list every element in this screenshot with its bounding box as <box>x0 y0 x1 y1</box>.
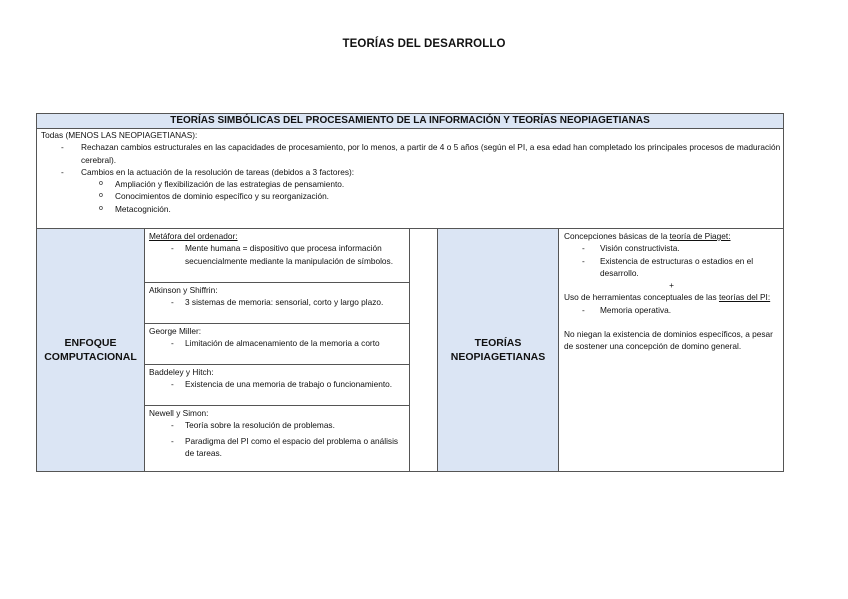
piaget-line <box>564 230 779 242</box>
authors-column <box>144 228 410 472</box>
dash-bullet: - <box>171 338 174 349</box>
circle-bullet: o <box>99 192 103 200</box>
piaget-line-underlined: teoría de Piaget: <box>669 231 731 241</box>
intro-subitem-text: Conocimientos de dominio específico y su reorganización. <box>115 191 329 202</box>
closing-text: No niegan la existencia de dominios específicos, a pesar de sostener una concepción de domino general. <box>564 329 773 352</box>
author-box <box>145 406 409 471</box>
circle-bullet: o <box>99 204 103 212</box>
author-item <box>149 435 405 460</box>
intro-subitem-text: Metacognición. <box>115 203 171 214</box>
dash-bullet: - <box>171 420 174 431</box>
author-item <box>149 337 405 349</box>
right-label-cell <box>437 228 559 472</box>
author-item <box>149 242 405 267</box>
page-title: TEORÍAS DEL DESARROLLO <box>342 38 506 50</box>
spacer-cell <box>409 228 438 472</box>
intro-item <box>41 141 783 166</box>
intro-section <box>36 128 784 229</box>
pi-item <box>564 304 779 316</box>
piaget-item <box>564 242 779 254</box>
author-heading: George Miller: <box>149 326 202 336</box>
intro-subitem <box>41 203 783 215</box>
author-heading: Baddeley y Hitch: <box>149 367 214 377</box>
author-box <box>145 365 409 406</box>
author-heading: Atkinson y Shiffrin: <box>149 285 218 295</box>
intro-subitem <box>41 190 783 202</box>
pi-line <box>564 291 779 303</box>
dash-bullet: - <box>582 243 585 254</box>
author-heading: Newell y Simon: <box>149 408 209 418</box>
author-box <box>145 283 409 324</box>
author-box <box>145 324 409 365</box>
author-item-text: Existencia de una memoria de trabajo o funcionamiento. <box>185 379 393 390</box>
piaget-item-text: Visión constructivista. <box>600 243 680 254</box>
intro-item <box>41 166 783 178</box>
intro-item-text: Cambios en la actuación de la resolución de tareas (debidos a 3 factores): <box>81 166 355 177</box>
author-item-text: Paradigma del PI como el espacio del problema o análisis de tareas. <box>185 435 399 458</box>
dash-bullet: - <box>171 243 174 254</box>
table-header: TEORÍAS SIMBÓLICAS DEL PROCESAMIENTO DE LA INFORMACIÓN Y TEORÍAS NEOPIAGETIANAS <box>36 113 784 129</box>
dash-bullet: - <box>61 142 64 153</box>
dash-bullet: - <box>582 255 585 266</box>
author-item-text: Mente humana = dispositivo que procesa información secuencialmente mediante la manipulación de símbolos. <box>185 243 394 266</box>
author-item-text: Teoría sobre la resolución de problemas. <box>185 420 335 431</box>
pi-line-underlined: teorías del PI: <box>718 292 771 303</box>
dash-bullet: - <box>171 435 174 446</box>
left-label: ENFOQUE COMPUTACIONAL <box>44 337 137 363</box>
author-item <box>149 296 405 308</box>
author-heading: Metáfora del ordenador: <box>149 231 238 241</box>
piaget-line-prefix: Concepciones básicas de la <box>564 231 670 241</box>
author-box <box>145 229 409 283</box>
intro-subitem <box>41 178 783 190</box>
piaget-item-text: Existencia de estructuras o estadios en el desarrollo. <box>600 255 754 278</box>
left-label-cell <box>36 228 145 472</box>
piaget-item <box>564 255 779 280</box>
intro-lead: Todas (MENOS LAS NEOPIAGETIANAS): <box>41 130 198 140</box>
right-label: TEORÍAS NEOPIAGETIANAS <box>450 337 546 363</box>
author-item <box>149 378 405 390</box>
dash-bullet: - <box>171 297 174 308</box>
dash-bullet: - <box>582 304 585 315</box>
neopiagetian-content <box>558 228 784 472</box>
author-item-text: Limitación de almacenamiento de la memoria a corto <box>185 338 380 349</box>
circle-bullet: o <box>99 180 103 188</box>
dash-bullet: - <box>171 379 174 390</box>
plus-sign: + <box>669 280 674 291</box>
pi-item-text: Memoria operativa. <box>600 304 672 315</box>
dash-bullet: - <box>61 166 64 177</box>
author-item-text: 3 sistemas de memoria: sensorial, corto y largo plazo. <box>185 297 384 308</box>
author-item <box>149 419 405 431</box>
intro-item-text: Rechazan cambios estructurales en las capacidades de procesamiento, por lo menos, a partir de 4 o 5 años (según el PI, a esa edad han completado los principales procesos de maduración cerebral). <box>81 142 781 165</box>
intro-subitem-text: Ampliación y flexibilización de las estrategias de pensamiento. <box>115 179 345 190</box>
pi-line-prefix: Uso de herramientas conceptuales de las <box>564 292 719 303</box>
